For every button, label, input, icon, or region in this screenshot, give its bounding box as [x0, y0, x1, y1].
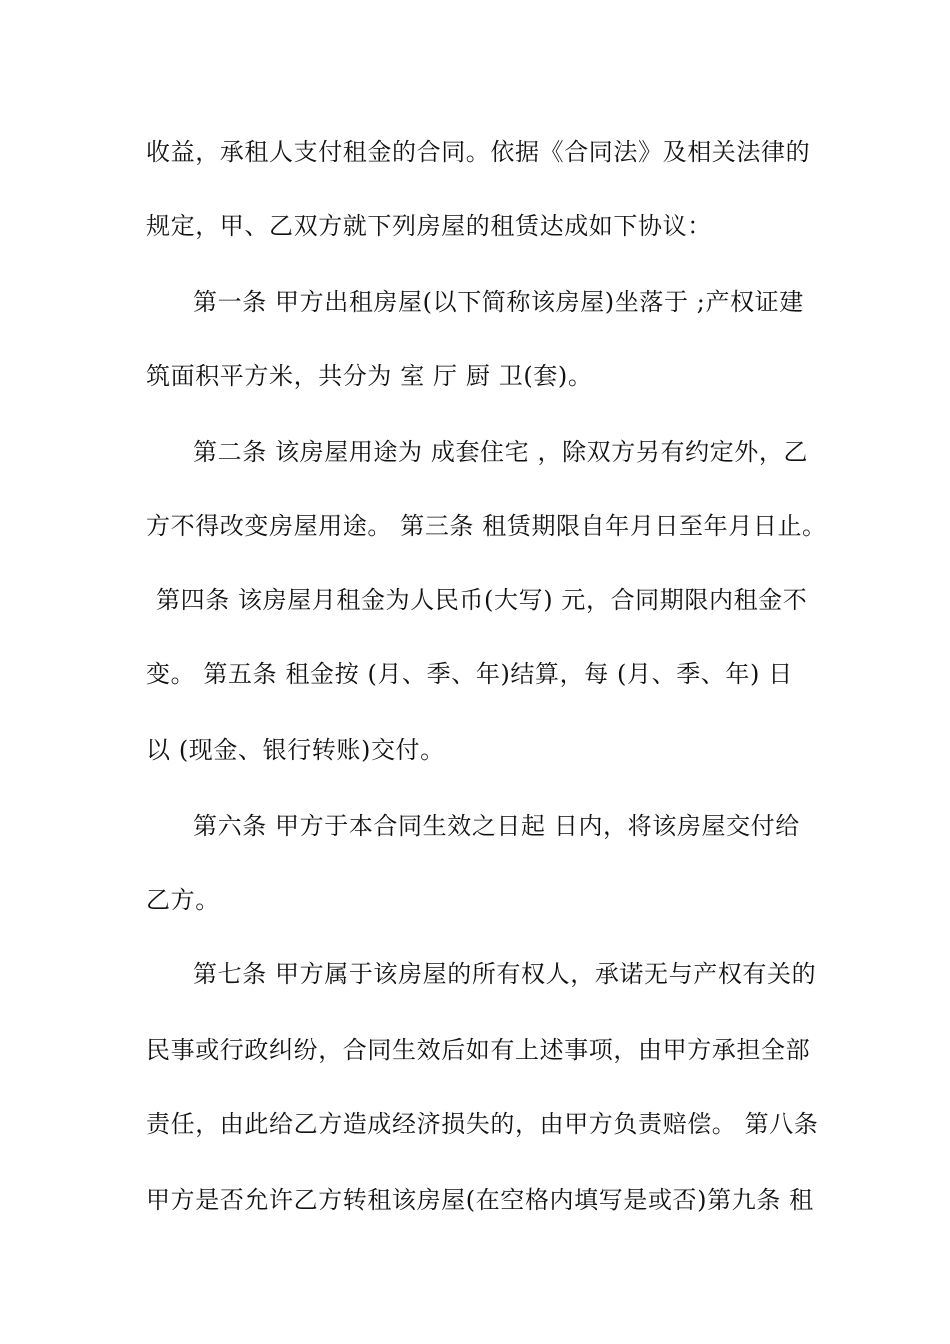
text-line: 以 (现金、银行转账)交付。: [146, 736, 445, 764]
text-line: 收益，承租人支付租金的合同。依据《合同法》及相关法律的: [146, 138, 811, 166]
article-7-line: 第七条 甲方属于该房屋的所有权人，承诺无与产权有关的: [193, 960, 817, 988]
text-line: 责任，由此给乙方造成经济损失的，由甲方负责赔偿。 第八条: [146, 1110, 819, 1138]
text-line: 民事或行政纠纷，合同生效后如有上述事项，由甲方承担全部: [146, 1036, 811, 1064]
article-4-line: 第四条 该房屋月租金为人民币(大写) 元，合同期限内租金不: [156, 586, 808, 614]
text-line: 乙方。: [146, 886, 220, 914]
article-2-line: 第二条 该房屋用途为 成套住宅 ，除双方另有约定外，乙: [193, 438, 809, 466]
text-line: 方不得改变房屋用途。 第三条 租赁期限自年月日至年月日止。: [146, 512, 827, 540]
text-line: 甲方是否允许乙方转租该房屋(在空格内填写是或否)第九条 租: [146, 1186, 814, 1214]
text-line: 筑面积平方米，共分为 室 厅 厨 卫(套)。: [146, 362, 593, 390]
article-1-line: 第一条 甲方出租房屋(以下简称该房屋)坐落于 ;产权证建: [193, 288, 804, 316]
text-line: 规定，甲、乙双方就下列房屋的租赁达成如下协议：: [146, 212, 712, 240]
article-6-line: 第六条 甲方于本合同生效之日起 日内，将该房屋交付给: [193, 812, 800, 840]
text-line: 变。 第五条 租金按 (月、季、年)结算，每 (月、季、年) 日: [146, 660, 793, 688]
